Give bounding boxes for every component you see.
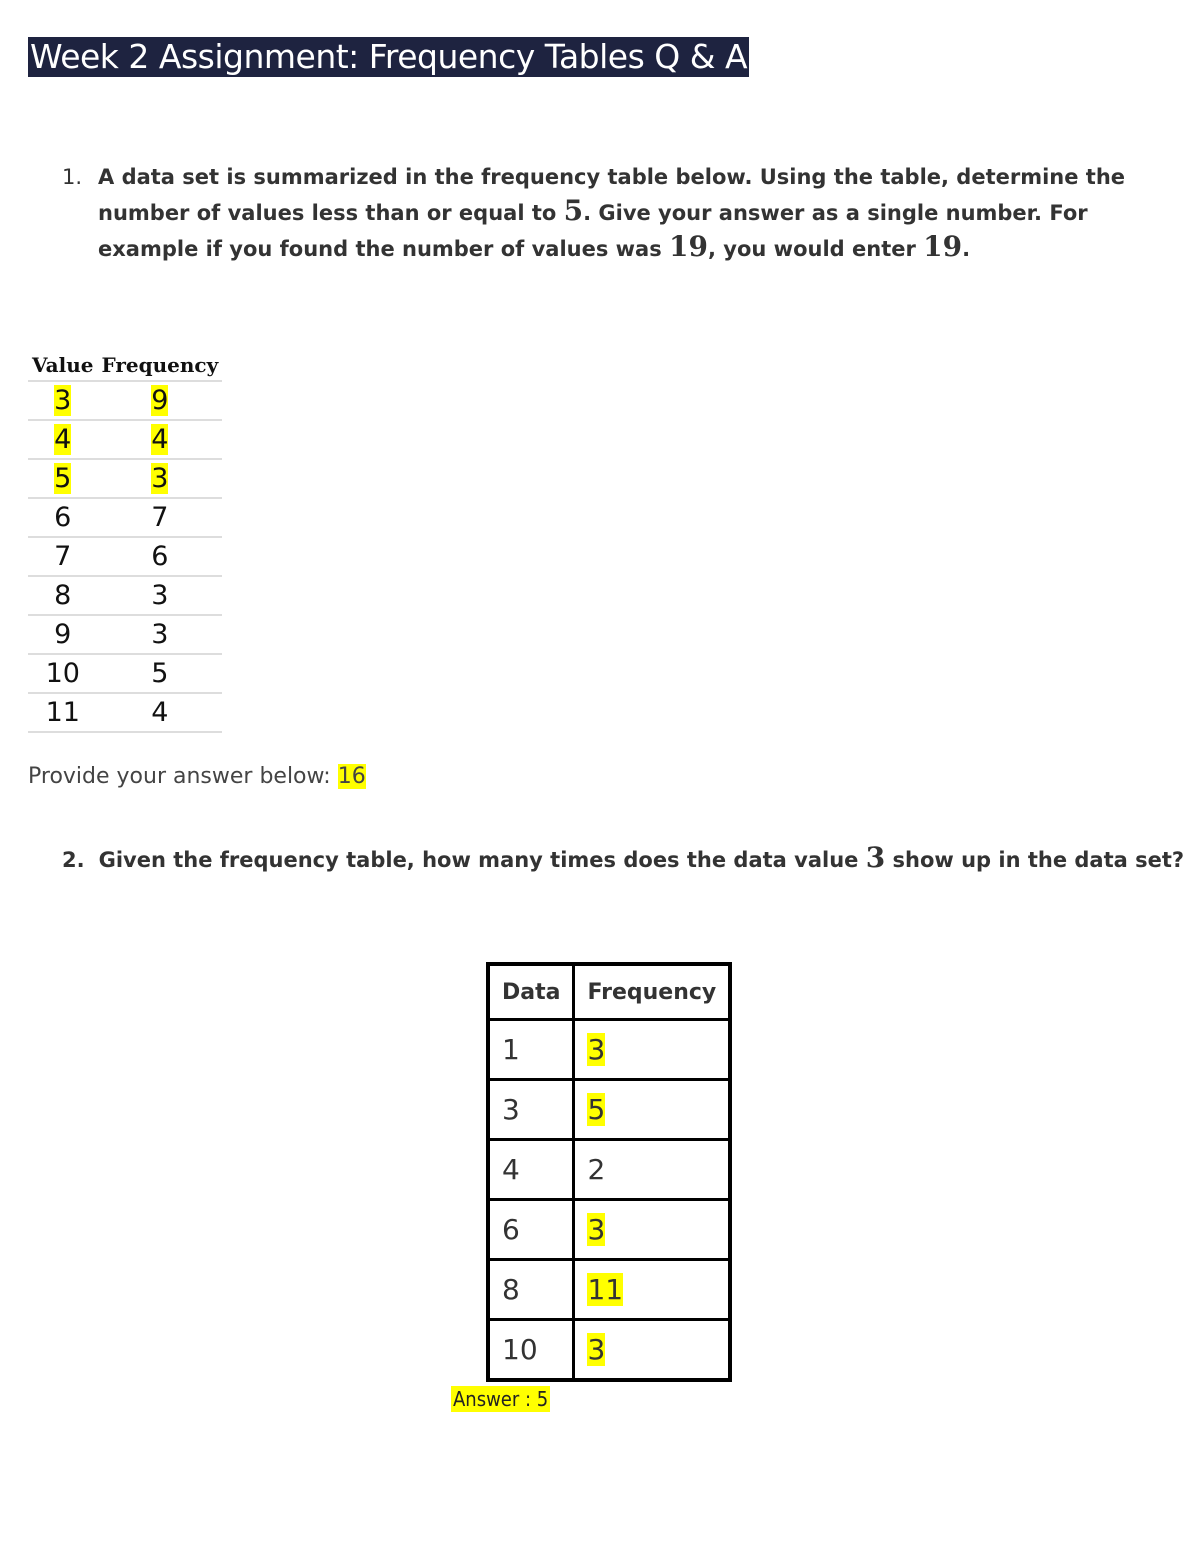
table-1-header-value: Value	[28, 350, 98, 381]
question-1-value-c: 19	[923, 230, 963, 263]
table-1-value: 8	[28, 576, 98, 615]
table-row	[488, 1020, 730, 1080]
table-2-frequency: 3	[587, 1033, 606, 1066]
table-1-value: 4	[54, 424, 72, 455]
table-1-value: 6	[28, 498, 98, 537]
table-2-data: 8	[488, 1260, 574, 1320]
question-2	[62, 840, 1184, 878]
question-1-value-b: 19	[669, 230, 709, 263]
table-row	[28, 537, 222, 576]
table-1-frequency: 9	[151, 385, 169, 416]
table-row	[28, 654, 222, 693]
table-1-value: 5	[54, 463, 72, 494]
table-2-header-frequency: Frequency	[574, 964, 730, 1020]
table-2-frequency: 3	[587, 1333, 606, 1366]
table-2-frequency: 11	[587, 1273, 624, 1306]
question-1-number: 1.	[62, 165, 83, 189]
table-row	[488, 1200, 730, 1260]
table-row	[28, 615, 222, 654]
table-2-header-data: Data	[488, 964, 574, 1020]
question-1-text-c: , you would enter	[708, 237, 924, 261]
table-1-frequency: 3	[151, 463, 169, 494]
table-row	[488, 1260, 730, 1320]
question-1-text-a: A data set is summarized in the frequency table below. Using the table, determine the number of values less than or equal to	[98, 165, 1126, 225]
answer-1-label: Provide your answer below:	[28, 764, 338, 789]
table-2-data: 1	[488, 1020, 574, 1080]
question-1-text-b: . Give your answer as a single number. For example if you found the number of values was	[98, 201, 1088, 261]
table-1-frequency: 7	[98, 498, 223, 537]
question-2-value-a: 3	[865, 841, 886, 874]
table-row	[488, 1320, 730, 1381]
frequency-table-2	[486, 962, 732, 1382]
question-2-number: 2.	[62, 848, 85, 872]
table-row	[28, 459, 222, 498]
table-1-value: 3	[54, 385, 72, 416]
table-1-frequency: 4	[151, 424, 169, 455]
question-2-text-a: Given the frequency table, how many times does the data value	[98, 848, 866, 872]
answer-2: Answer : 5	[453, 1387, 549, 1411]
question-1-value-a: 5	[563, 194, 584, 227]
table-1-frequency: 3	[98, 576, 223, 615]
table-1-value: 7	[28, 537, 98, 576]
table-row	[28, 576, 222, 615]
table-row	[28, 498, 222, 537]
table-1-frequency: 5	[98, 654, 223, 693]
question-2-text	[98, 841, 1185, 874]
answer-1-value: 16	[337, 764, 366, 789]
table-2-data: 6	[488, 1200, 574, 1260]
question-1-text-d: .	[962, 237, 971, 261]
table-2-data: 4	[488, 1140, 574, 1200]
table-row	[28, 420, 222, 459]
table-row	[28, 693, 222, 732]
answer-1	[28, 764, 366, 789]
table-1-value: 11	[28, 693, 98, 732]
table-1-frequency: 6	[98, 537, 223, 576]
table-row	[28, 381, 222, 420]
frequency-table-1	[28, 350, 222, 733]
table-2-frequency: 3	[587, 1213, 606, 1246]
table-2-data: 3	[488, 1080, 574, 1140]
table-2-frequency: 5	[587, 1093, 606, 1126]
page-title: Week 2 Assignment: Frequency Tables Q & A	[30, 37, 748, 76]
table-row	[488, 1140, 730, 1200]
table-1-value: 10	[28, 654, 98, 693]
question-2-text-b: show up in the data set?	[885, 848, 1185, 872]
question-1	[62, 160, 1172, 266]
table-2-data: 10	[488, 1320, 574, 1381]
table-1-value: 9	[28, 615, 98, 654]
table-1-header-frequency: Frequency	[98, 350, 223, 381]
table-1-frequency: 3	[98, 615, 223, 654]
table-2-frequency: 2	[574, 1140, 730, 1200]
question-1-text	[98, 160, 1172, 266]
table-row	[488, 1080, 730, 1140]
table-1-frequency: 4	[98, 693, 223, 732]
